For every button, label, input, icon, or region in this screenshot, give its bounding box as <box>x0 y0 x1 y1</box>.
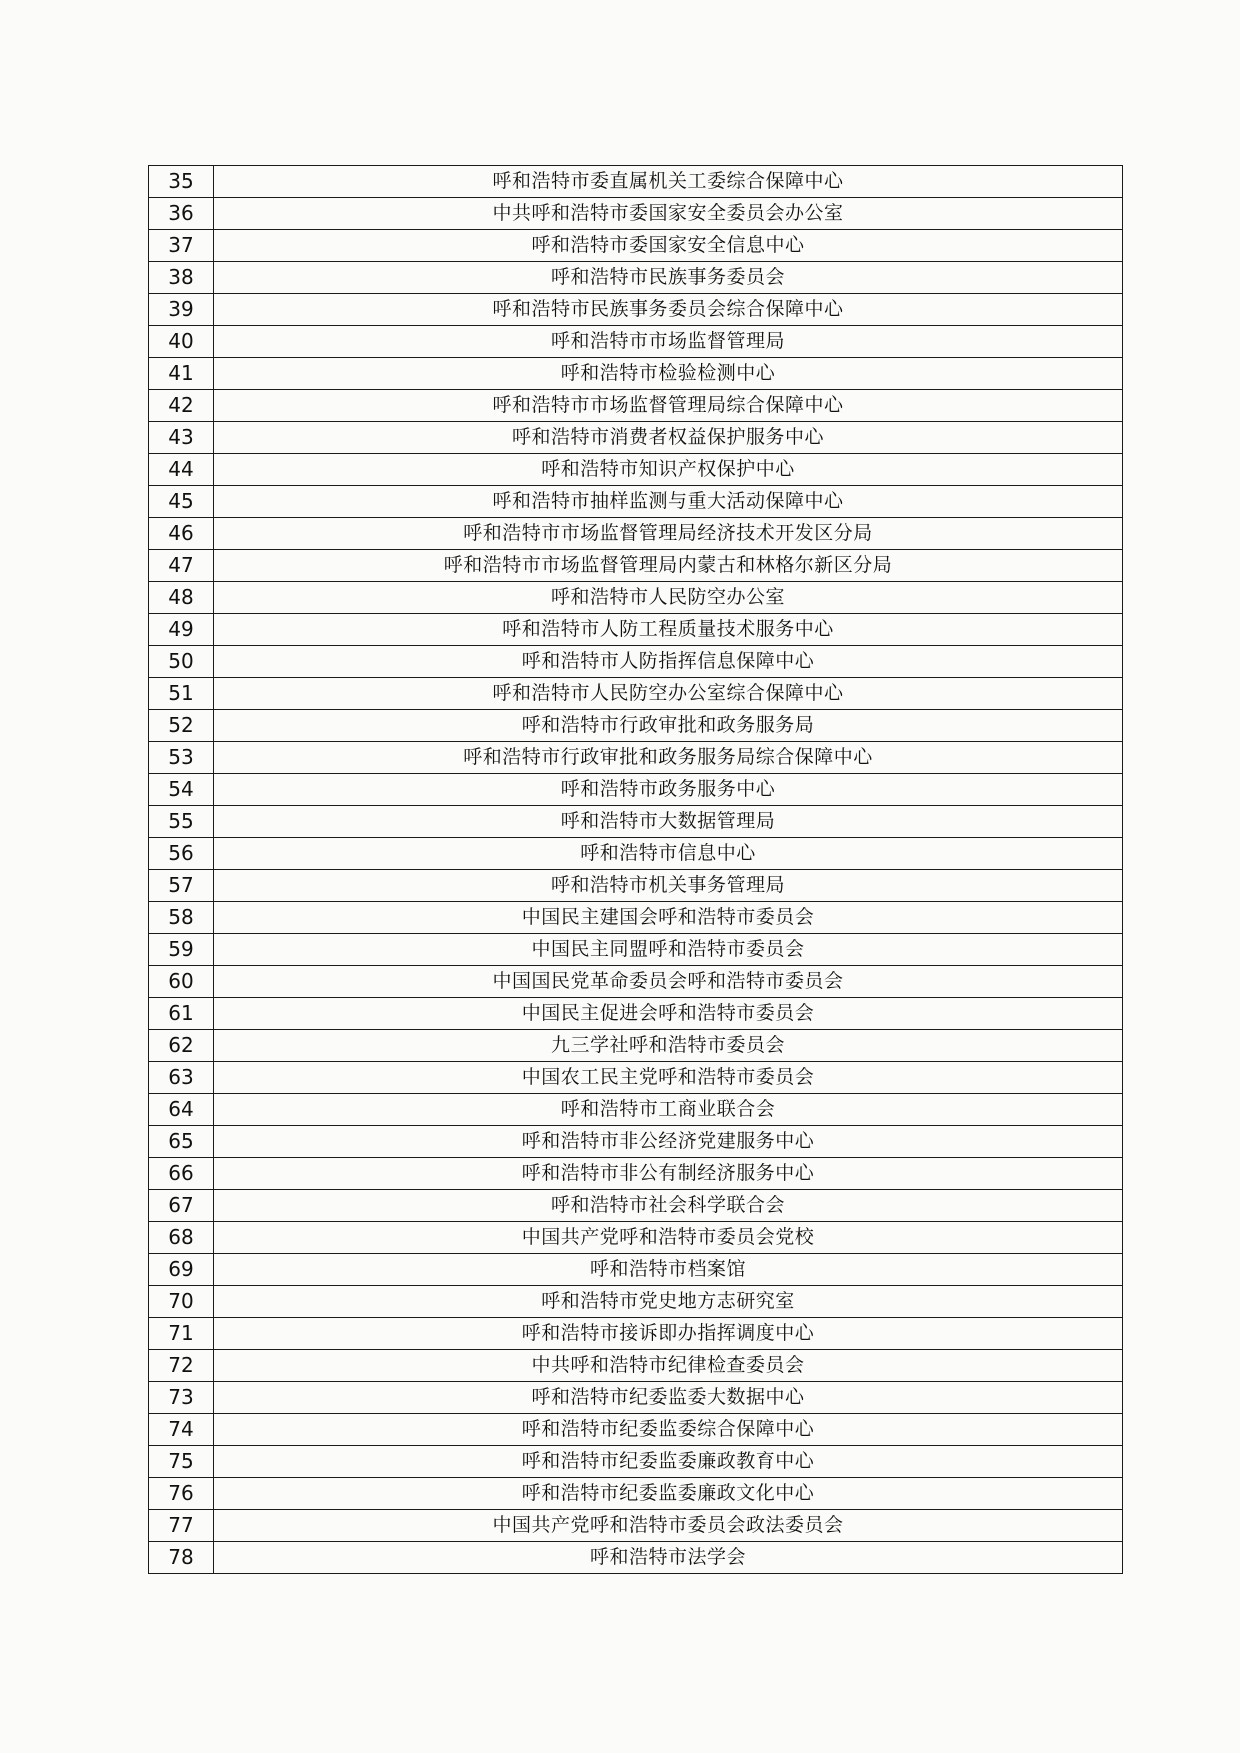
row-number: 47 <box>149 550 214 582</box>
row-number: 75 <box>149 1446 214 1478</box>
row-number: 56 <box>149 838 214 870</box>
unit-name: 呼和浩特市人民防空办公室 <box>214 582 1123 614</box>
table-row <box>149 710 1123 742</box>
unit-name: 呼和浩特市法学会 <box>214 1542 1123 1574</box>
unit-name: 中国农工民主党呼和浩特市委员会 <box>214 1062 1123 1094</box>
row-number: 65 <box>149 1126 214 1158</box>
unit-name: 呼和浩特市接诉即办指挥调度中心 <box>214 1318 1123 1350</box>
unit-name: 呼和浩特市抽样监测与重大活动保障中心 <box>214 486 1123 518</box>
unit-name: 中国国民党革命委员会呼和浩特市委员会 <box>214 966 1123 998</box>
table-row <box>149 870 1123 902</box>
row-number: 61 <box>149 998 214 1030</box>
unit-name: 呼和浩特市人防工程质量技术服务中心 <box>214 614 1123 646</box>
row-number: 64 <box>149 1094 214 1126</box>
unit-name: 九三学社呼和浩特市委员会 <box>214 1030 1123 1062</box>
unit-name: 呼和浩特市档案馆 <box>214 1254 1123 1286</box>
unit-name: 中共呼和浩特市纪律检查委员会 <box>214 1350 1123 1382</box>
unit-name: 呼和浩特市社会科学联合会 <box>214 1190 1123 1222</box>
table-row <box>149 806 1123 838</box>
table-row <box>149 1286 1123 1318</box>
table-row <box>149 518 1123 550</box>
table-row <box>149 198 1123 230</box>
unit-name: 呼和浩特市民族事务委员会综合保障中心 <box>214 294 1123 326</box>
row-number: 70 <box>149 1286 214 1318</box>
unit-name: 呼和浩特市委直属机关工委综合保障中心 <box>214 166 1123 198</box>
table-row <box>149 582 1123 614</box>
table-row <box>149 1446 1123 1478</box>
table-row <box>149 902 1123 934</box>
row-number: 48 <box>149 582 214 614</box>
unit-name: 中国民主促进会呼和浩特市委员会 <box>214 998 1123 1030</box>
row-number: 59 <box>149 934 214 966</box>
table-row <box>149 934 1123 966</box>
unit-name: 呼和浩特市人民防空办公室综合保障中心 <box>214 678 1123 710</box>
table-row <box>149 1254 1123 1286</box>
unit-name: 呼和浩特市行政审批和政务服务局综合保障中心 <box>214 742 1123 774</box>
table-body <box>149 166 1123 1574</box>
unit-name: 呼和浩特市信息中心 <box>214 838 1123 870</box>
unit-name: 呼和浩特市政务服务中心 <box>214 774 1123 806</box>
table-row <box>149 1382 1123 1414</box>
table-row <box>149 1478 1123 1510</box>
table-row <box>149 1350 1123 1382</box>
table-row <box>149 1030 1123 1062</box>
unit-name: 呼和浩特市检验检测中心 <box>214 358 1123 390</box>
unit-name: 呼和浩特市纪委监委综合保障中心 <box>214 1414 1123 1446</box>
row-number: 50 <box>149 646 214 678</box>
unit-name: 中国共产党呼和浩特市委员会政法委员会 <box>214 1510 1123 1542</box>
table-row <box>149 358 1123 390</box>
table-row <box>149 390 1123 422</box>
row-number: 63 <box>149 1062 214 1094</box>
row-number: 71 <box>149 1318 214 1350</box>
table-row <box>149 166 1123 198</box>
table-row <box>149 486 1123 518</box>
table-row <box>149 614 1123 646</box>
row-number: 38 <box>149 262 214 294</box>
row-number: 36 <box>149 198 214 230</box>
unit-name: 呼和浩特市非公有制经济服务中心 <box>214 1158 1123 1190</box>
unit-name: 中国民主建国会呼和浩特市委员会 <box>214 902 1123 934</box>
table-row <box>149 646 1123 678</box>
unit-name: 呼和浩特市工商业联合会 <box>214 1094 1123 1126</box>
unit-name: 呼和浩特市非公经济党建服务中心 <box>214 1126 1123 1158</box>
row-number: 43 <box>149 422 214 454</box>
table-row <box>149 774 1123 806</box>
row-number: 54 <box>149 774 214 806</box>
unit-name: 呼和浩特市知识产权保护中心 <box>214 454 1123 486</box>
unit-name: 中共呼和浩特市委国家安全委员会办公室 <box>214 198 1123 230</box>
table-row <box>149 1094 1123 1126</box>
table-row <box>149 422 1123 454</box>
table-row <box>149 1158 1123 1190</box>
table-row <box>149 1222 1123 1254</box>
table-row <box>149 1542 1123 1574</box>
row-number: 73 <box>149 1382 214 1414</box>
unit-name: 呼和浩特市市场监督管理局 <box>214 326 1123 358</box>
table-row <box>149 294 1123 326</box>
table-row <box>149 1126 1123 1158</box>
unit-name: 呼和浩特市委国家安全信息中心 <box>214 230 1123 262</box>
unit-name: 呼和浩特市大数据管理局 <box>214 806 1123 838</box>
row-number: 37 <box>149 230 214 262</box>
row-number: 76 <box>149 1478 214 1510</box>
unit-name: 呼和浩特市机关事务管理局 <box>214 870 1123 902</box>
table-row <box>149 998 1123 1030</box>
row-number: 57 <box>149 870 214 902</box>
table-row <box>149 838 1123 870</box>
row-number: 77 <box>149 1510 214 1542</box>
row-number: 74 <box>149 1414 214 1446</box>
unit-name: 中国共产党呼和浩特市委员会党校 <box>214 1222 1123 1254</box>
row-number: 44 <box>149 454 214 486</box>
unit-name: 呼和浩特市纪委监委廉政文化中心 <box>214 1478 1123 1510</box>
table-row <box>149 678 1123 710</box>
table-row <box>149 1190 1123 1222</box>
unit-name: 呼和浩特市消费者权益保护服务中心 <box>214 422 1123 454</box>
row-number: 35 <box>149 166 214 198</box>
table-row <box>149 326 1123 358</box>
row-number: 42 <box>149 390 214 422</box>
unit-name: 呼和浩特市党史地方志研究室 <box>214 1286 1123 1318</box>
table-row <box>149 742 1123 774</box>
row-number: 51 <box>149 678 214 710</box>
table-row <box>149 454 1123 486</box>
row-number: 55 <box>149 806 214 838</box>
table-row <box>149 1318 1123 1350</box>
table-row <box>149 1414 1123 1446</box>
row-number: 40 <box>149 326 214 358</box>
row-number: 41 <box>149 358 214 390</box>
row-number: 60 <box>149 966 214 998</box>
unit-name: 呼和浩特市纪委监委廉政教育中心 <box>214 1446 1123 1478</box>
table-row <box>149 550 1123 582</box>
unit-name: 呼和浩特市市场监督管理局综合保障中心 <box>214 390 1123 422</box>
table-row <box>149 1510 1123 1542</box>
row-number: 67 <box>149 1190 214 1222</box>
row-number: 45 <box>149 486 214 518</box>
row-number: 66 <box>149 1158 214 1190</box>
row-number: 69 <box>149 1254 214 1286</box>
row-number: 78 <box>149 1542 214 1574</box>
row-number: 46 <box>149 518 214 550</box>
row-number: 68 <box>149 1222 214 1254</box>
unit-name: 呼和浩特市民族事务委员会 <box>214 262 1123 294</box>
unit-list-table <box>148 165 1123 1574</box>
row-number: 39 <box>149 294 214 326</box>
unit-name: 呼和浩特市行政审批和政务服务局 <box>214 710 1123 742</box>
table-row <box>149 966 1123 998</box>
row-number: 72 <box>149 1350 214 1382</box>
row-number: 52 <box>149 710 214 742</box>
unit-name: 呼和浩特市纪委监委大数据中心 <box>214 1382 1123 1414</box>
row-number: 49 <box>149 614 214 646</box>
row-number: 58 <box>149 902 214 934</box>
unit-name: 呼和浩特市市场监督管理局内蒙古和林格尔新区分局 <box>214 550 1123 582</box>
unit-name: 呼和浩特市人防指挥信息保障中心 <box>214 646 1123 678</box>
row-number: 62 <box>149 1030 214 1062</box>
table-row <box>149 262 1123 294</box>
row-number: 53 <box>149 742 214 774</box>
unit-name: 中国民主同盟呼和浩特市委员会 <box>214 934 1123 966</box>
table-row <box>149 1062 1123 1094</box>
table-row <box>149 230 1123 262</box>
unit-name: 呼和浩特市市场监督管理局经济技术开发区分局 <box>214 518 1123 550</box>
